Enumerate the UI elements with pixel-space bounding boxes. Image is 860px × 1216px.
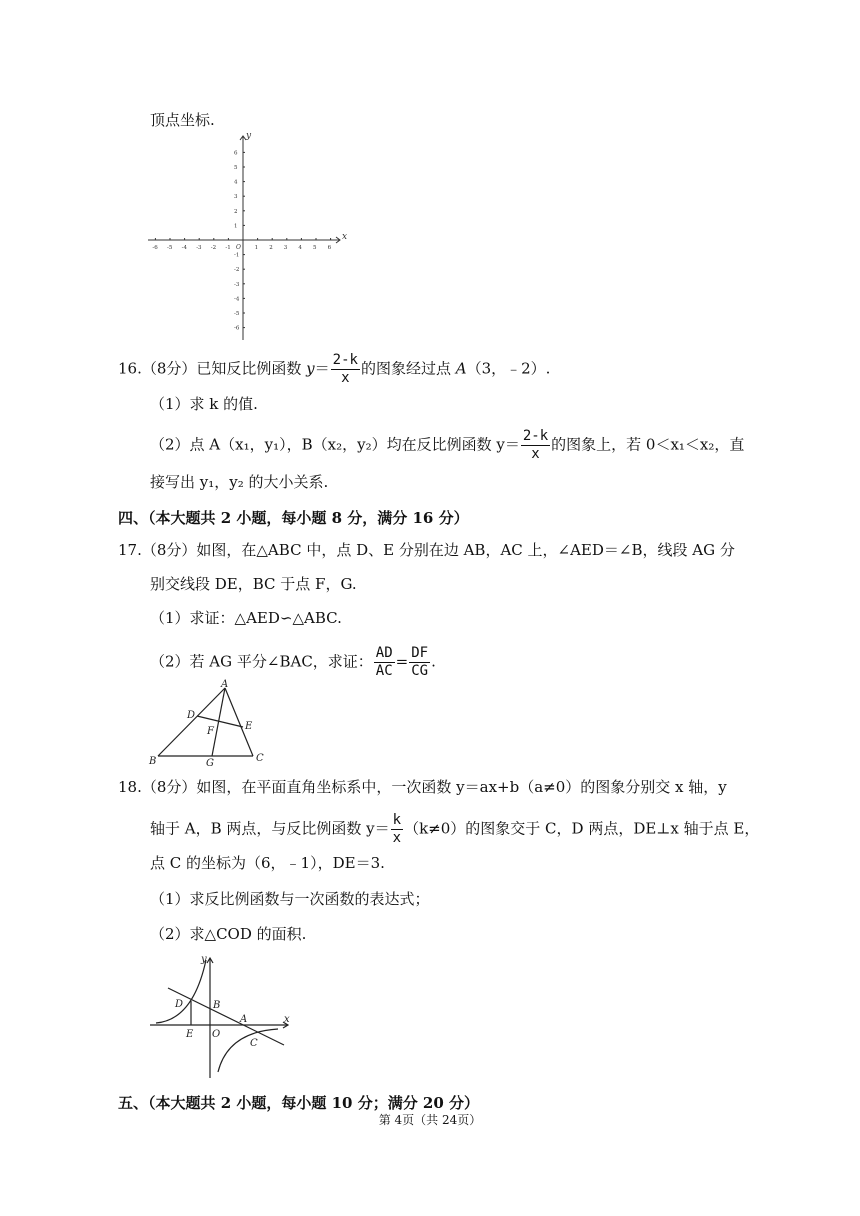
q17-part2 [150, 645, 436, 680]
y-tick-label: 1 [234, 223, 238, 230]
label-y: y [201, 954, 207, 965]
q16-frac-num: 2-k [332, 352, 358, 368]
q18-part1: （1）求反比例函数与一次函数的表达式； [150, 890, 430, 908]
q16-fraction-2 [521, 428, 550, 463]
y-tick-label: 2 [234, 208, 238, 215]
q18-line2-a: 轴于 A，B 两点，与反比例函数 y＝ [150, 819, 390, 838]
label-a: A [221, 679, 229, 690]
y-tick-label: -1 [234, 252, 240, 259]
q17-f2-den: CG [411, 663, 429, 679]
x-axis-label: x [342, 232, 348, 242]
section-4-title: 四、（本大题共 2 小题，每小题 8 分，满分 16 分） [118, 509, 469, 527]
q16-head-c: （3，﹣2）. [466, 359, 551, 378]
x-tick-label: -5 [167, 245, 173, 251]
q17-fraction-2 [409, 645, 430, 680]
x-tick-label: 4 [298, 245, 302, 251]
label-o: O [212, 1029, 221, 1040]
q16-head-A: A [455, 359, 467, 378]
q18-fraction [391, 812, 403, 847]
q16-fraction [331, 352, 360, 387]
x-tick-label: 5 [313, 245, 317, 251]
q17-line1: 17.（8分）如图，在△ABC 中，点 D、E 分别在边 AB，AC 上，∠AED＝∠B，线段 AG 分 [118, 541, 735, 559]
q16-head [118, 352, 550, 387]
x-tick-label: 3 [283, 245, 288, 251]
y-tick-label: -6 [234, 325, 240, 332]
q17-p2-a: （2）若 AG 平分∠BAC，求证： [150, 652, 373, 671]
q16-p2-b: 的图象上，若 0＜x₁＜x₂，直 [551, 435, 745, 454]
q17-part1: （1）求证：△AED∽△ABC. [150, 609, 342, 627]
label-b: B [213, 1000, 221, 1011]
triangle-figure [145, 680, 275, 770]
q16-frac-den: x [341, 370, 350, 386]
q16-head-b: 的图象经过点 [360, 359, 456, 378]
x-tick-label: 1 [254, 245, 259, 251]
q16-part1: （1）求 k 的值. [150, 395, 258, 413]
origin-label: O [236, 244, 241, 251]
label-c: C [256, 753, 264, 764]
q16-head-y: y [306, 359, 315, 378]
q18-part2: （2）求△COD 的面积. [150, 925, 307, 943]
q16-frac2-den: x [531, 446, 540, 462]
label-x: x [284, 1014, 290, 1025]
y-tick-label: 3 [234, 194, 238, 201]
y-tick-label: -2 [234, 267, 240, 274]
x-tick-label: -2 [210, 245, 217, 251]
label-e: E [186, 1029, 194, 1040]
x-tick-label: -1 [225, 245, 231, 251]
q16-head-a: 16.（8分）已知反比例函数 [118, 359, 307, 378]
label-a: A [240, 1014, 248, 1025]
label-c: C [250, 1038, 258, 1049]
q17-fraction-1 [374, 645, 395, 680]
y-tick-label: 4 [234, 179, 238, 186]
q16-head-eq: ＝ [314, 359, 330, 378]
label-d: D [187, 710, 196, 721]
x-tick-label: -3 [196, 245, 202, 251]
q17-f1-num: AD [375, 645, 393, 661]
q16-part2 [150, 428, 744, 463]
x-tick-label: 6 [327, 245, 332, 251]
section-5-title: 五、（本大题共 2 小题，每小题 10 分；满分 20 分） [118, 1094, 480, 1112]
q18-line2-b: （k≠0）的图象交于 C，D 两点，DE⊥x 轴于点 E， [404, 819, 760, 838]
q16-frac2-num: 2-k [522, 428, 549, 444]
q18-frac-den: x [392, 830, 402, 846]
page-footer: 第 4页（共 24页） [378, 1113, 482, 1127]
y-axis-label: y [246, 131, 252, 141]
y-tick-label: 6 [234, 150, 238, 157]
side-ab [158, 688, 225, 756]
q18-line3: 点 C 的坐标为（6，﹣1），DE＝3. [150, 854, 385, 872]
segment-de [197, 716, 243, 727]
x-tick-label: -4 [181, 245, 187, 251]
hyperbola-right-branch [218, 1029, 278, 1072]
label-b: B [149, 756, 157, 767]
q17-f1-den: AC [375, 663, 393, 679]
q18-line1: 18.（8分）如图，在平面直角坐标系中，一次函数 y＝ax+b（a≠0）的图象分别交 x 轴，y [118, 778, 727, 796]
q16-part2-cont: 接写出 y₁，y₂ 的大小关系. [150, 473, 329, 491]
label-d: D [175, 999, 184, 1010]
y-tick-label: 5 [234, 165, 238, 171]
q17-f-eq: = [395, 652, 409, 671]
coordinate-grid-figure [140, 130, 360, 345]
label-e: E [245, 721, 253, 732]
hyperbola-left-branch [156, 960, 206, 1023]
q18-line2 [150, 812, 759, 847]
q18-frac-num: k [392, 812, 402, 828]
x-tick-label: 2 [269, 245, 273, 251]
q17-f2-num: DF [411, 645, 429, 661]
label-g: G [206, 758, 214, 769]
q16-p2-a: （2）点 A（x₁，y₁），B（x₂，y₂）均在反比例函数 y＝ [150, 435, 520, 454]
function-graph-figure [148, 950, 298, 1080]
q17-line2: 别交线段 DE，BC 于点 F，G. [150, 575, 357, 593]
x-tick-label: -6 [152, 245, 158, 251]
label-f: F [207, 726, 214, 737]
y-tick-label: -5 [234, 311, 240, 317]
q17-p2-end: . [431, 652, 436, 671]
y-tick-label: -4 [234, 296, 240, 303]
y-tick-label: -3 [234, 281, 240, 288]
top-text: 顶点坐标. [150, 111, 215, 129]
